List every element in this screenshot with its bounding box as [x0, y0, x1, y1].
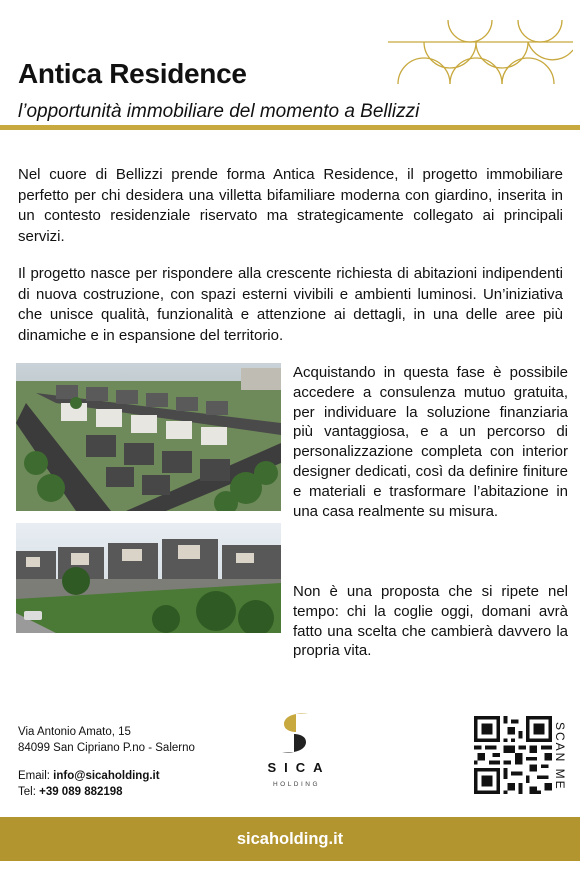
street-render-image [16, 523, 281, 633]
tel-label: Tel: [18, 786, 36, 798]
intro-paragraph: Nel cuore di Bellizzi prende forma Antica Residence, il progetto immobiliare perfetto per chi desidera una villetta bifamiliare moderna con giardino, inserita in un contesto residenziale riservato ma strategicamente collegato ai principali servizi. [18, 166, 563, 245]
project-paragraph: Il progetto nasce per rispondere alla crescente richiesta di abitazioni indipendenti di nuova costruzione, con spazi esterni vivibili e ambienti luminosi. Un’iniziativa che unisce qualità, funzionalità e attenzione ai dettagli, in una delle aree più dinamiche e in espansione del territorio. [18, 265, 563, 344]
contact-block [18, 724, 195, 800]
email-label: Email: [18, 770, 50, 782]
sica-holding-logo [245, 710, 345, 805]
qr-code-icon[interactable] [474, 716, 552, 794]
financing-paragraph: Acquistando in questa fase è possibile accedere a consulenza mutuo gratuita, per individuare la soluzione finanziaria più vantaggiosa, e a un percorso di personalizzazione completa con interior designer dedicati, così da definire finiture e materiali e trasformare l’abitazione in una casa realmente su misura. [293, 364, 568, 520]
sica-logo-mark-icon [278, 710, 312, 756]
aerial-render-image [16, 363, 281, 511]
logo-subtitle: HOLDING [272, 781, 321, 788]
footer-bar [0, 817, 580, 861]
address-line-2: 84099 San Cipriano P.no - Salerno [18, 742, 195, 754]
closing-paragraph: Non è una proposta che si ripete nel tempo: chi la coglie oggi, domani avrà fatto una scelta che cambierà davvero la propria vita. [293, 583, 568, 660]
email-line [18, 768, 195, 784]
website-link[interactable]: sicaholding.it [236, 829, 344, 848]
logo-name: SICA [267, 760, 331, 775]
page-title: Antica Residence [18, 58, 247, 89]
scan-me-label: SCAN ME [553, 722, 567, 791]
email-link[interactable]: info@sicaholding.it [53, 770, 160, 782]
tel-line [18, 784, 195, 800]
address-line-1: Via Antonio Amato, 15 [18, 726, 131, 738]
decorative-arches-graphic [388, 20, 573, 84]
tel-number[interactable]: +39 089 882198 [39, 786, 123, 798]
gold-divider [0, 125, 580, 130]
page-subtitle: l’opportunità immobiliare del momento a Bellizzi [18, 101, 420, 122]
